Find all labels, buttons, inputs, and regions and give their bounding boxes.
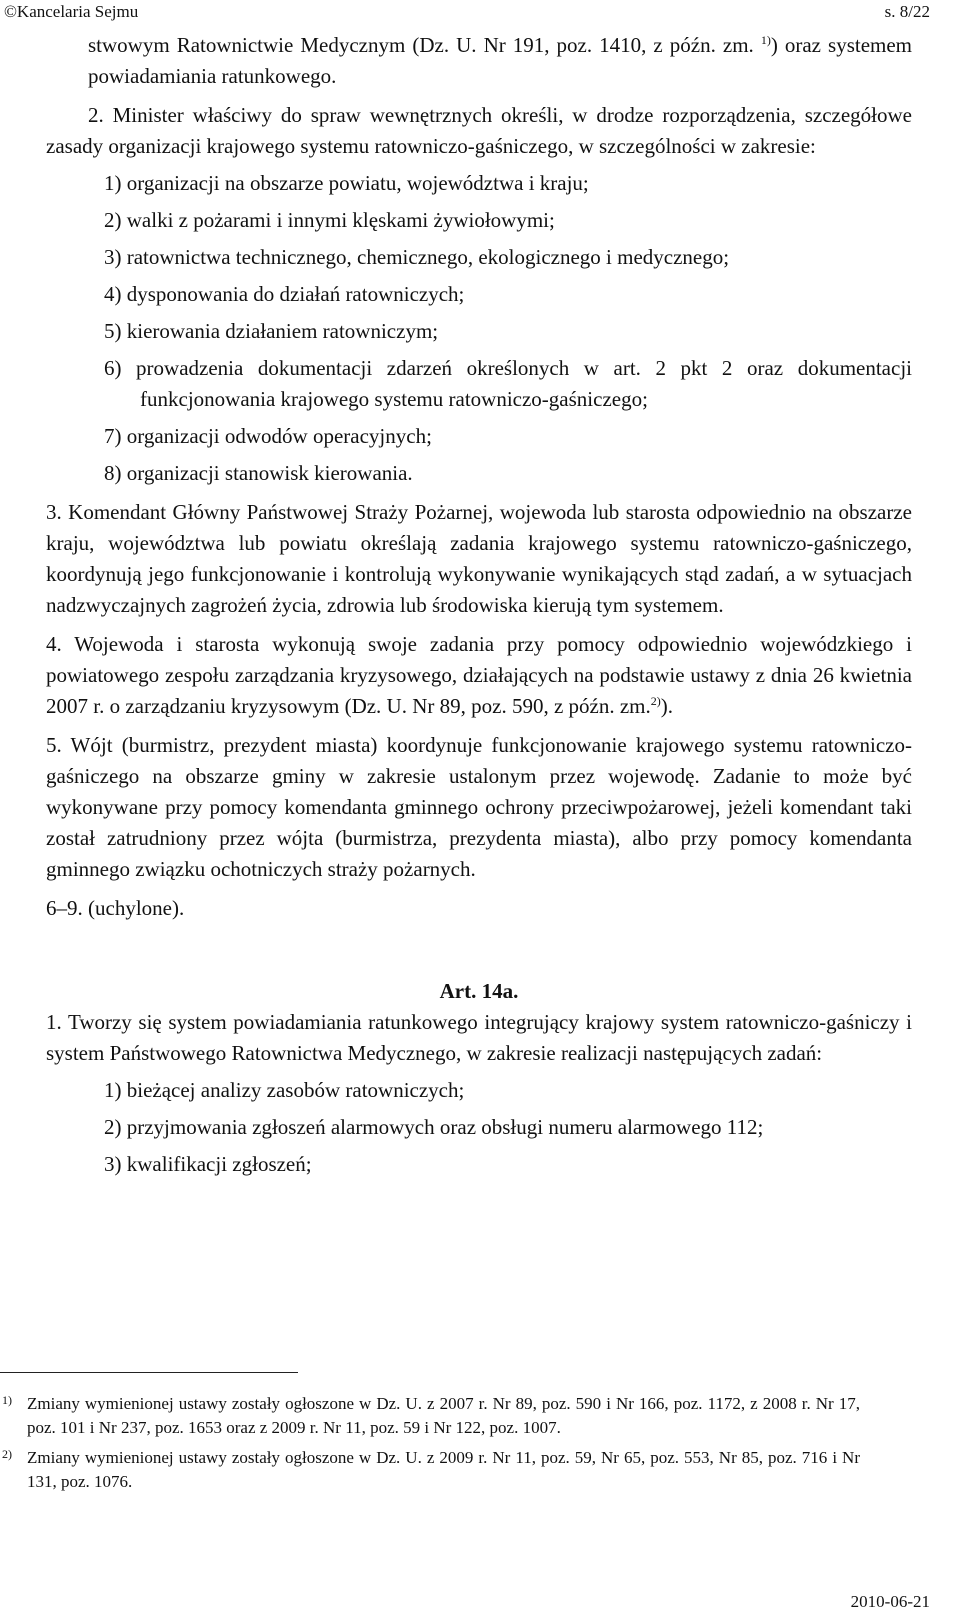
paragraph-6-9: 6–9. (uchylone). — [46, 896, 185, 920]
paragraph-4-text-a: 4. Wojewoda i starosta wykonują swoje zadania przy pomocy odpowiednio wojewódzkiego i powiatowego zespołu zarządzania kryzysowego, działających na podstawie ustawy z dnia 26 kwietnia 2007 r. o zarządzaniu kryzysowym (Dz. U. Nr 89, poz. 590, z późn. zm. — [46, 632, 912, 718]
footnote-text: Zmiany wymienionej ustawy zostały ogłoszone w Dz. U. z 2007 r. Nr 89, poz. 590 i Nr 166, poz. 1172, z 2008 r. Nr 17, poz. 101 i Nr 237, poz. 1653 oraz z 2009 r. Nr 11, poz. 59 i Nr 122, poz. 1007. — [27, 1394, 860, 1437]
continuation-text-b: ) oraz systemem powiadamiania ratunkowego. — [88, 33, 913, 88]
footnote-separator — [0, 1372, 298, 1373]
footnote-text: Zmiany wymienionej ustawy zostały ogłoszone w Dz. U. z 2009 r. Nr 11, poz. 59, Nr 65, poz. 553, Nr 85, poz. 716 i Nr 131, poz. 1076. — [27, 1448, 860, 1491]
continuation-paragraph — [46, 30, 912, 92]
document-body — [46, 30, 912, 1186]
page-number: s. 8/22 — [884, 2, 930, 21]
list-item: 3) ratownictwa technicznego, chemicznego, ekologicznego i medycznego; — [104, 245, 730, 269]
list-item: 6) prowadzenia dokumentacji zdarzeń określonych w art. 2 pkt 2 oraz dokumentacji funkcjonowania krajowego systemu ratowniczo-gaśniczego; — [104, 356, 912, 411]
article-paragraph-1-list — [46, 1075, 912, 1180]
paragraph-2-list — [46, 168, 912, 489]
paragraph-4 — [46, 629, 912, 722]
article-paragraph-1: 1. Tworzy się system powiadamiania ratunkowego integrujący krajowy system ratowniczo-gaśniczy i system Państwowego Ratownictwa Medycznego, w zakresie realizacji następujących zadań: — [46, 1010, 912, 1065]
paragraph-3: 3. Komendant Główny Państwowej Straży Pożarnej, wojewoda lub starosta odpowiednio na obszarze kraju, województwa lub powiatu określają zadania krajowego systemu ratowniczo-gaśniczego, koordynują jego funkcjonowanie i kontrolują wykonywanie wynikających stąd zadań, a w sytuacjach nadzwyczajnych zagrożeń życia, zdrowia lub środowiska kierują tym systemem. — [46, 500, 912, 617]
footnote-1 — [0, 1392, 860, 1440]
paragraph-5: 5. Wójt (burmistrz, prezydent miasta) koordynuje funkcjonowanie krajowego systemu ratowniczo-gaśniczego na obszarze gminy w zakresie ustalonym przez wojewodę. Zadanie to może być wykonywane przy pomocy komendanta gminnego ochrony przeciwpożarowej, jeżeli komendant taki został zatrudniony przez wójta (burmistrza, prezydenta miasta), albo przy pomocy komendanta gminnego związku ochotniczych straży pożarnych. — [46, 733, 912, 881]
list-item: 4) dysponowania do działań ratowniczych; — [104, 282, 465, 306]
footnotes — [0, 1392, 860, 1500]
continuation-text-a: stwowym Ratownictwie Medycznym (Dz. U. Nr 191, poz. 1410, z późn. zm. — [88, 33, 754, 57]
footnote-mark: 1) — [2, 1393, 12, 1407]
article-heading: Art. 14a. — [439, 979, 519, 1003]
list-item: 5) kierowania działaniem ratowniczym; — [104, 319, 439, 343]
footnote-ref-2: 2) — [650, 694, 661, 708]
footnote-2 — [0, 1446, 860, 1494]
list-item: 3) kwalifikacji zgłoszeń; — [104, 1152, 312, 1176]
list-item: 2) przyjmowania zgłoszeń alarmowych oraz obsługi numeru alarmowego 112; — [104, 1115, 764, 1139]
footnote-ref-1: 1) — [760, 33, 771, 47]
list-item: 7) organizacji odwodów operacyjnych; — [104, 424, 432, 448]
paragraph-4-text-b: ). — [660, 694, 673, 718]
footnote-mark: 2) — [2, 1447, 12, 1461]
list-item: 2) walki z pożarami i innymi klęskami żywiołowymi; — [104, 208, 555, 232]
header-source: ©Kancelaria Sejmu — [4, 2, 139, 21]
document-date: 2010-06-21 — [850, 1592, 930, 1611]
paragraph-2: 2. Minister właściwy do spraw wewnętrznych określi, w drodze rozporządzenia, szczegółowe zasady organizacji krajowego systemu ratowniczo-gaśniczego, w szczególności w zakresie: — [46, 103, 912, 158]
list-item: 1) bieżącej analizy zasobów ratowniczych; — [104, 1078, 465, 1102]
list-item: 1) organizacji na obszarze powiatu, województwa i kraju; — [104, 171, 589, 195]
list-item: 8) organizacji stanowisk kierowania. — [104, 461, 413, 485]
